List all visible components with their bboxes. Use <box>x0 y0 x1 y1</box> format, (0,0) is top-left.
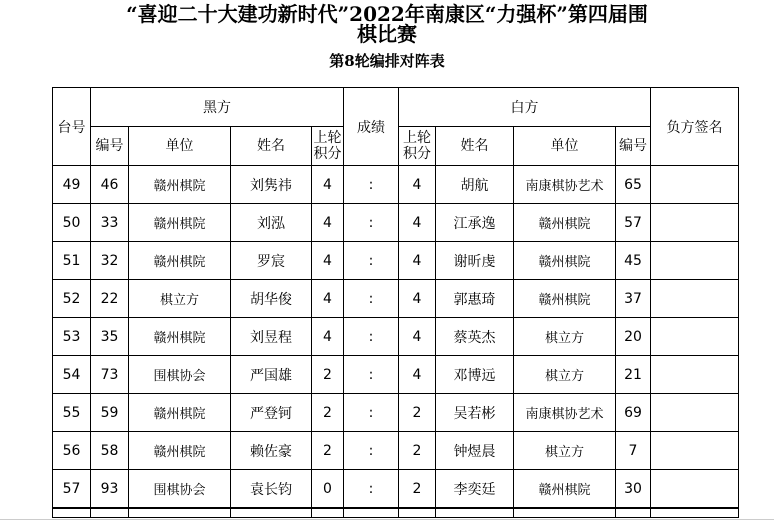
cell-white-number: 37 <box>616 280 651 318</box>
cell-white-name: 钟煜晨 <box>436 432 514 470</box>
empty-cell <box>312 508 344 518</box>
empty-cell <box>53 508 91 518</box>
table-row <box>53 204 739 242</box>
cell-black-number: 59 <box>91 394 129 432</box>
empty-cell <box>91 508 129 518</box>
empty-cell <box>231 508 312 518</box>
cell-black-unit: 赣州棋院 <box>129 242 231 280</box>
cell-black-unit: 棋立方 <box>129 280 231 318</box>
cell-black-score: 2 <box>312 394 344 432</box>
cell-black-score: 4 <box>312 242 344 280</box>
cell-white-name: 李奕廷 <box>436 470 514 509</box>
cell-white-unit: 棋立方 <box>514 432 616 470</box>
header-black-side: 黑方 <box>91 88 344 127</box>
cell-black-score: 2 <box>312 356 344 394</box>
cell-result: : <box>344 356 399 394</box>
header-black-score: 上轮积分 <box>312 127 344 166</box>
cell-black-unit: 赣州棋院 <box>129 318 231 356</box>
pairing-table <box>52 87 739 518</box>
cell-white-unit: 南康棋协艺术 <box>514 166 616 204</box>
header-result: 成绩 <box>344 88 399 166</box>
cell-black-number: 32 <box>91 242 129 280</box>
cell-table-no: 57 <box>53 470 91 509</box>
cell-white-score: 4 <box>399 166 436 204</box>
cell-table-no: 55 <box>53 394 91 432</box>
cell-black-score: 4 <box>312 204 344 242</box>
empty-cell <box>436 508 514 518</box>
cell-loser-sign[interactable] <box>651 280 739 318</box>
title-line-1: “喜迎二十大建功新时代”2022年南康区“力强杯”第四届围 <box>126 2 648 26</box>
cell-white-score: 2 <box>399 432 436 470</box>
cell-white-score: 2 <box>399 470 436 509</box>
header-loser-sign: 负方签名 <box>651 88 739 166</box>
header-black-number: 编号 <box>91 127 129 166</box>
cell-black-score: 4 <box>312 166 344 204</box>
empty-cell <box>399 508 436 518</box>
cell-result: : <box>344 204 399 242</box>
cell-white-unit: 赣州棋院 <box>514 242 616 280</box>
cell-table-no: 52 <box>53 280 91 318</box>
cell-black-number: 35 <box>91 318 129 356</box>
page-title <box>0 4 774 44</box>
cell-result: : <box>344 242 399 280</box>
cell-loser-sign[interactable] <box>651 318 739 356</box>
empty-cell <box>344 508 399 518</box>
cell-result: : <box>344 280 399 318</box>
cell-white-unit: 棋立方 <box>514 356 616 394</box>
cell-table-no: 50 <box>53 204 91 242</box>
cell-result: : <box>344 166 399 204</box>
cell-black-name: 严国雄 <box>231 356 312 394</box>
cell-black-score: 0 <box>312 470 344 509</box>
cell-white-unit: 南康棋协艺术 <box>514 394 616 432</box>
cell-black-number: 22 <box>91 280 129 318</box>
cell-white-score: 4 <box>399 318 436 356</box>
cell-black-name: 赖佐豪 <box>231 432 312 470</box>
cell-white-score: 4 <box>399 204 436 242</box>
cell-white-name: 蔡英杰 <box>436 318 514 356</box>
cell-black-number: 46 <box>91 166 129 204</box>
cell-white-name: 谢昕虔 <box>436 242 514 280</box>
header-white-unit: 单位 <box>514 127 616 166</box>
cell-black-name: 刘泓 <box>231 204 312 242</box>
header-white-side: 白方 <box>399 88 651 127</box>
cell-loser-sign[interactable] <box>651 470 739 509</box>
cell-white-unit: 赣州棋院 <box>514 204 616 242</box>
table-row <box>53 166 739 204</box>
cell-white-name: 吴若彬 <box>436 394 514 432</box>
cell-table-no: 54 <box>53 356 91 394</box>
cell-white-name: 郭惠琦 <box>436 280 514 318</box>
table-row <box>53 242 739 280</box>
cell-loser-sign[interactable] <box>651 432 739 470</box>
table-row <box>53 280 739 318</box>
table-row <box>53 432 739 470</box>
table-row <box>53 318 739 356</box>
table-row <box>53 470 739 509</box>
cell-white-number: 30 <box>616 470 651 509</box>
cell-table-no: 51 <box>53 242 91 280</box>
cell-white-number: 7 <box>616 432 651 470</box>
cell-black-unit: 赣州棋院 <box>129 204 231 242</box>
cell-white-score: 4 <box>399 242 436 280</box>
cell-black-unit: 赣州棋院 <box>129 166 231 204</box>
cell-white-number: 57 <box>616 204 651 242</box>
divider <box>0 519 774 520</box>
empty-cell <box>651 508 739 518</box>
cell-loser-sign[interactable] <box>651 242 739 280</box>
cell-loser-sign[interactable] <box>651 356 739 394</box>
cell-black-name: 刘隽祎 <box>231 166 312 204</box>
table-row <box>53 356 739 394</box>
cell-white-number: 21 <box>616 356 651 394</box>
page-subtitle: 第8轮编排对阵表 <box>329 52 445 70</box>
cell-black-name: 胡华俊 <box>231 280 312 318</box>
cell-loser-sign[interactable] <box>651 166 739 204</box>
cell-black-unit: 围棋协会 <box>129 470 231 509</box>
cell-result: : <box>344 318 399 356</box>
cell-black-name: 袁长钧 <box>231 470 312 509</box>
cell-table-no: 49 <box>53 166 91 204</box>
cell-white-name: 胡航 <box>436 166 514 204</box>
cell-black-name: 刘昱程 <box>231 318 312 356</box>
cell-black-score: 4 <box>312 318 344 356</box>
cell-black-number: 58 <box>91 432 129 470</box>
empty-cell <box>616 508 651 518</box>
empty-cell <box>129 508 231 518</box>
cell-black-score: 4 <box>312 280 344 318</box>
table-bottom-row <box>53 508 739 518</box>
cell-result: : <box>344 394 399 432</box>
cell-white-name: 邓博远 <box>436 356 514 394</box>
cell-black-number: 33 <box>91 204 129 242</box>
cell-white-number: 20 <box>616 318 651 356</box>
cell-white-number: 69 <box>616 394 651 432</box>
cell-table-no: 53 <box>53 318 91 356</box>
header-white-score: 上轮积分 <box>399 127 436 166</box>
cell-table-no: 56 <box>53 432 91 470</box>
header-row-1 <box>53 88 739 127</box>
cell-black-name: 严登钶 <box>231 394 312 432</box>
cell-result: : <box>344 432 399 470</box>
table-row <box>53 394 739 432</box>
cell-black-unit: 赣州棋院 <box>129 394 231 432</box>
title-line-2: 棋比赛 <box>357 22 417 46</box>
cell-loser-sign[interactable] <box>651 394 739 432</box>
cell-white-name: 江承逸 <box>436 204 514 242</box>
header-black-name: 姓名 <box>231 127 312 166</box>
cell-black-name: 罗宸 <box>231 242 312 280</box>
cell-loser-sign[interactable] <box>651 204 739 242</box>
cell-white-unit: 棋立方 <box>514 318 616 356</box>
cell-result: : <box>344 470 399 509</box>
cell-white-score: 2 <box>399 394 436 432</box>
cell-white-number: 45 <box>616 242 651 280</box>
cell-white-number: 65 <box>616 166 651 204</box>
header-white-number: 编号 <box>616 127 651 166</box>
header-black-unit: 单位 <box>129 127 231 166</box>
cell-black-number: 93 <box>91 470 129 509</box>
cell-black-unit: 围棋协会 <box>129 356 231 394</box>
cell-white-unit: 赣州棋院 <box>514 280 616 318</box>
cell-black-unit: 赣州棋院 <box>129 432 231 470</box>
cell-white-score: 4 <box>399 356 436 394</box>
cell-white-score: 4 <box>399 280 436 318</box>
cell-black-score: 2 <box>312 432 344 470</box>
cell-white-unit: 赣州棋院 <box>514 470 616 509</box>
header-table-no: 台号 <box>53 88 91 166</box>
header-white-name: 姓名 <box>436 127 514 166</box>
cell-black-number: 73 <box>91 356 129 394</box>
empty-cell <box>514 508 616 518</box>
